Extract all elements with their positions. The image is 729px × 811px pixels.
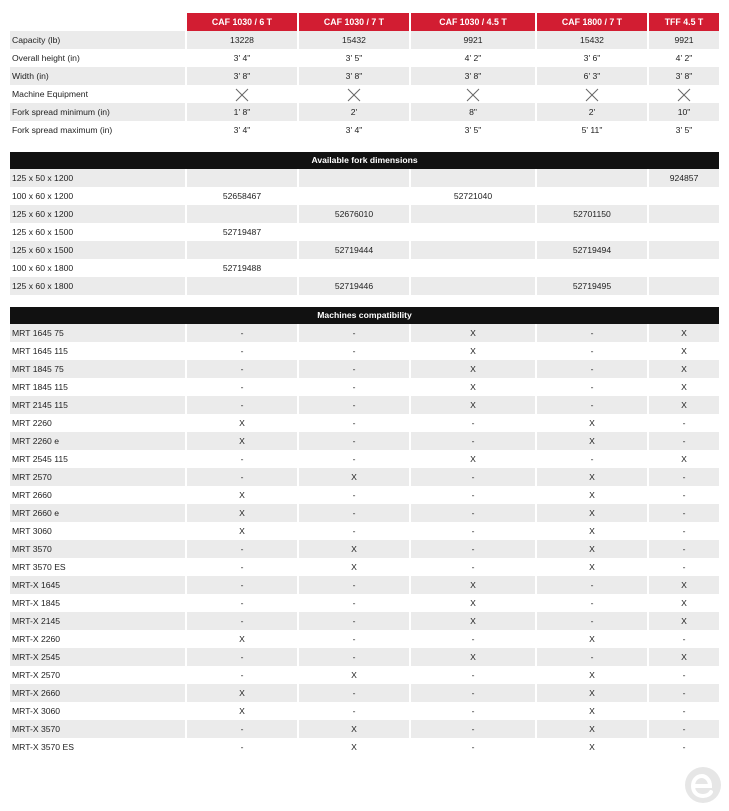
table-cell: 52719494: [535, 241, 647, 259]
table-cell: -: [409, 738, 535, 756]
table-cell: X: [535, 630, 647, 648]
table-cell: 3' 8": [647, 67, 719, 85]
table-cell: [297, 85, 409, 103]
table-row: [10, 702, 719, 720]
table-cell: X: [535, 684, 647, 702]
table-cell: X: [297, 738, 409, 756]
table-cell: 13228: [185, 31, 297, 49]
table-cell: X: [297, 540, 409, 558]
table-cell: 3' 4": [185, 121, 297, 139]
table-cell: X: [535, 540, 647, 558]
table-cell: -: [535, 594, 647, 612]
table-cell: [647, 241, 719, 259]
table-row: [10, 49, 719, 67]
cross-icon: [585, 88, 599, 102]
table-cell: -: [185, 324, 297, 342]
table-cell: -: [185, 396, 297, 414]
table-cell: X: [185, 432, 297, 450]
table-cell: X: [647, 576, 719, 594]
table-cell: X: [185, 504, 297, 522]
table-cell: 52658467: [185, 187, 297, 205]
table-row: [10, 241, 719, 259]
row-label: MRT-X 3570: [10, 720, 185, 738]
row-label: MRT-X 3570 ES: [12, 742, 74, 752]
table-row: [10, 486, 719, 504]
table-row: [10, 378, 719, 396]
table-cell: X: [535, 666, 647, 684]
table-row: [10, 169, 719, 187]
table-cell: X: [409, 396, 535, 414]
row-label: Capacity (lb): [10, 31, 185, 49]
table-cell: -: [185, 612, 297, 630]
table-cell: X: [535, 486, 647, 504]
row-label: 125 x 60 x 1500: [10, 241, 185, 259]
table-cell: 3' 5": [297, 49, 409, 67]
row-label: MRT-X 3060: [12, 706, 61, 716]
column-header: CAF 1030 / 4.5 T: [409, 13, 535, 31]
table-row: [10, 738, 719, 756]
table-cell: [185, 169, 297, 187]
row-label: Machine Equipment: [12, 89, 88, 99]
column-header: TFF 4.5 T: [647, 13, 719, 31]
table-row: [10, 666, 719, 684]
table-cell: X: [647, 594, 719, 612]
row-label: MRT 3570: [10, 540, 185, 558]
table-cell: [409, 205, 535, 223]
table-cell: -: [647, 414, 719, 432]
section-header-row: [10, 307, 719, 324]
table-cell: 9921: [409, 31, 535, 49]
table-cell: X: [647, 342, 719, 360]
table-cell: -: [409, 684, 535, 702]
table-cell: -: [297, 648, 409, 666]
table-cell: 5' 11": [535, 121, 647, 139]
column-header: CAF 1800 / 7 T: [535, 13, 647, 31]
table-cell: -: [297, 324, 409, 342]
table-cell: X: [185, 702, 297, 720]
table-cell: X: [185, 414, 297, 432]
row-label: MRT 2145 115: [10, 396, 185, 414]
row-label: MRT 1645 75: [10, 324, 185, 342]
table-cell: [647, 277, 719, 295]
row-label: MRT 2545 115: [12, 454, 68, 464]
table-cell: 9921: [647, 31, 719, 49]
table-cell: X: [535, 522, 647, 540]
table-cell: X: [185, 522, 297, 540]
table-cell: -: [185, 378, 297, 396]
cross-icon: [235, 88, 249, 102]
table-cell: 52721040: [409, 187, 535, 205]
table-row: [10, 414, 719, 432]
table-cell: -: [409, 522, 535, 540]
table-cell: 3' 4": [297, 121, 409, 139]
section-header-row: [10, 152, 719, 169]
table-cell: [647, 259, 719, 277]
row-label: 100 x 60 x 1200: [12, 191, 74, 201]
table-cell: -: [409, 486, 535, 504]
table-row: [10, 342, 719, 360]
table-cell: -: [647, 504, 719, 522]
table-cell: [297, 259, 409, 277]
table-cell: -: [535, 576, 647, 594]
row-label: MRT-X 2545: [10, 648, 185, 666]
table-row: [10, 684, 719, 702]
table-cell: 10": [647, 103, 719, 121]
table-cell: X: [647, 612, 719, 630]
table-row: [10, 612, 719, 630]
table-cell: 52719488: [185, 259, 297, 277]
table-cell: 6' 3": [535, 67, 647, 85]
table-cell: [535, 187, 647, 205]
table-row: [10, 360, 719, 378]
table-row: [10, 103, 719, 121]
row-label: MRT 2260: [12, 418, 52, 428]
row-label: MRT 2660 e: [10, 504, 185, 522]
table-cell: -: [535, 396, 647, 414]
table-cell: [535, 169, 647, 187]
column-header: CAF 1030 / 6 T: [185, 13, 297, 31]
table-cell: -: [409, 414, 535, 432]
table-cell: X: [185, 630, 297, 648]
table-cell: X: [409, 450, 535, 468]
table-cell: -: [409, 540, 535, 558]
machines-compatibility-table: [10, 307, 719, 756]
column-header-row: [10, 13, 719, 31]
table-row: [10, 450, 719, 468]
row-label: MRT 2570: [10, 468, 185, 486]
table-cell: -: [535, 342, 647, 360]
row-label: 125 x 60 x 1500: [12, 227, 74, 237]
column-header: CAF 1030 / 7 T: [297, 13, 409, 31]
table-cell: -: [409, 504, 535, 522]
table-cell: [647, 85, 719, 103]
row-label: MRT 2260 e: [10, 432, 185, 450]
table-row: [10, 205, 719, 223]
table-cell: -: [185, 342, 297, 360]
table-row: [10, 31, 719, 49]
table-cell: -: [647, 522, 719, 540]
table-cell: [647, 223, 719, 241]
table-row: [10, 630, 719, 648]
table-cell: [409, 241, 535, 259]
row-label: MRT 3060: [12, 526, 52, 536]
table-row: [10, 277, 719, 295]
table-cell: -: [535, 324, 647, 342]
table-cell: -: [297, 450, 409, 468]
table-row: [10, 468, 719, 486]
row-label: MRT-X 2145: [10, 612, 185, 630]
table-cell: [185, 277, 297, 295]
header-corner: [10, 13, 185, 31]
table-cell: [409, 85, 535, 103]
table-cell: [535, 259, 647, 277]
table-cell: 924857: [647, 169, 719, 187]
table-cell: [647, 187, 719, 205]
row-label: MRT 2660: [12, 490, 52, 500]
table-cell: -: [535, 360, 647, 378]
row-label: 125 x 50 x 1200: [10, 169, 185, 187]
table-cell: 3' 8": [185, 67, 297, 85]
table-cell: X: [535, 558, 647, 576]
table-cell: -: [185, 540, 297, 558]
table-cell: -: [297, 522, 409, 540]
table-cell: X: [409, 378, 535, 396]
row-label: MRT-X 2570: [12, 670, 61, 680]
table-cell: -: [647, 720, 719, 738]
table-row: [10, 558, 719, 576]
table-row: [10, 121, 719, 139]
table-cell: -: [647, 486, 719, 504]
table-cell: -: [535, 612, 647, 630]
cross-icon: [677, 88, 691, 102]
table-cell: 2': [535, 103, 647, 121]
table-cell: 52719487: [185, 223, 297, 241]
e-logo-icon: [683, 765, 723, 805]
table-cell: X: [185, 684, 297, 702]
table-cell: 2': [297, 103, 409, 121]
row-label: MRT-X 2660: [10, 684, 185, 702]
table-cell: -: [297, 396, 409, 414]
table-cell: -: [297, 684, 409, 702]
row-label: MRT 1845 75: [10, 360, 185, 378]
table-row: [10, 67, 719, 85]
table-cell: X: [297, 558, 409, 576]
table-cell: -: [185, 666, 297, 684]
row-label: 125 x 60 x 1800: [10, 277, 185, 295]
table-cell: -: [297, 342, 409, 360]
table-cell: 4' 2": [647, 49, 719, 67]
row-label: MRT-X 1845: [12, 598, 61, 608]
table-row: [10, 432, 719, 450]
table-cell: [297, 223, 409, 241]
table-row: [10, 540, 719, 558]
table-row: [10, 576, 719, 594]
table-cell: -: [297, 612, 409, 630]
cross-icon: [466, 88, 480, 102]
fork-dimensions-table: [10, 152, 719, 295]
table-cell: -: [409, 666, 535, 684]
table-cell: X: [409, 648, 535, 666]
table-cell: -: [409, 558, 535, 576]
row-label: Fork spread maximum (in): [12, 125, 113, 135]
table-cell: -: [297, 414, 409, 432]
table-cell: X: [297, 468, 409, 486]
table-cell: X: [297, 720, 409, 738]
table-cell: X: [535, 414, 647, 432]
table-cell: X: [647, 450, 719, 468]
table-cell: 52719495: [535, 277, 647, 295]
table-cell: X: [409, 612, 535, 630]
section-title: Available fork dimensions: [10, 152, 719, 169]
table-row: [10, 504, 719, 522]
table-cell: 3' 8": [409, 67, 535, 85]
table-cell: -: [409, 630, 535, 648]
table-cell: -: [185, 450, 297, 468]
table-cell: X: [535, 738, 647, 756]
table-cell: X: [185, 486, 297, 504]
table-cell: -: [647, 684, 719, 702]
table-cell: X: [647, 360, 719, 378]
table-row: [10, 594, 719, 612]
table-row: [10, 324, 719, 342]
table-cell: -: [647, 630, 719, 648]
row-label: 100 x 60 x 1800: [12, 263, 74, 273]
table-cell: -: [647, 468, 719, 486]
table-cell: -: [409, 468, 535, 486]
table-cell: -: [297, 432, 409, 450]
table-row: [10, 522, 719, 540]
table-cell: X: [409, 360, 535, 378]
table-cell: [297, 187, 409, 205]
cross-icon: [347, 88, 361, 102]
table-cell: -: [409, 720, 535, 738]
table-cell: -: [185, 558, 297, 576]
table-cell: -: [185, 576, 297, 594]
section-title: Machines compatibility: [10, 307, 719, 324]
table-cell: -: [647, 540, 719, 558]
row-label: 125 x 60 x 1200: [10, 205, 185, 223]
table-cell: 52719444: [297, 241, 409, 259]
table-cell: 1' 8": [185, 103, 297, 121]
table-cell: 52719446: [297, 277, 409, 295]
row-label: MRT 1645 115: [12, 346, 68, 356]
table-cell: 4' 2": [409, 49, 535, 67]
row-label: Width (in): [10, 67, 185, 85]
table-row: [10, 223, 719, 241]
table-cell: [297, 169, 409, 187]
table-cell: X: [535, 702, 647, 720]
table-cell: 52676010: [297, 205, 409, 223]
table-cell: -: [297, 360, 409, 378]
table-cell: X: [409, 576, 535, 594]
table-cell: X: [409, 342, 535, 360]
table-cell: 52701150: [535, 205, 647, 223]
table-cell: -: [535, 450, 647, 468]
table-cell: [535, 85, 647, 103]
table-row: [10, 720, 719, 738]
table-cell: X: [647, 324, 719, 342]
table-cell: X: [409, 594, 535, 612]
specifications-table: [10, 13, 719, 139]
table-cell: 3' 8": [297, 67, 409, 85]
row-label: MRT 1845 115: [12, 382, 68, 392]
table-cell: [409, 223, 535, 241]
table-row: [10, 85, 719, 103]
table-cell: -: [647, 432, 719, 450]
table-row: [10, 187, 719, 205]
table-cell: X: [409, 324, 535, 342]
table-cell: X: [647, 648, 719, 666]
table-row: [10, 396, 719, 414]
table-cell: X: [535, 720, 647, 738]
table-cell: -: [297, 702, 409, 720]
table-cell: [409, 169, 535, 187]
table-cell: -: [185, 720, 297, 738]
table-row: [10, 648, 719, 666]
table-cell: -: [647, 702, 719, 720]
table-cell: -: [409, 432, 535, 450]
table-cell: [647, 205, 719, 223]
table-cell: X: [647, 378, 719, 396]
table-cell: [185, 85, 297, 103]
table-cell: -: [185, 648, 297, 666]
table-cell: -: [535, 648, 647, 666]
table-cell: -: [297, 576, 409, 594]
table-cell: -: [297, 504, 409, 522]
row-label: MRT 3570 ES: [12, 562, 66, 572]
row-label: Fork spread minimum (in): [10, 103, 185, 121]
table-cell: [185, 205, 297, 223]
row-label: Overall height (in): [12, 53, 80, 63]
table-cell: [535, 223, 647, 241]
table-cell: X: [535, 432, 647, 450]
table-cell: X: [647, 396, 719, 414]
table-cell: -: [185, 468, 297, 486]
table-cell: 8": [409, 103, 535, 121]
table-cell: 3' 5": [409, 121, 535, 139]
table-cell: -: [409, 702, 535, 720]
table-cell: [409, 277, 535, 295]
table-cell: 3' 5": [647, 121, 719, 139]
table-cell: X: [297, 666, 409, 684]
table-cell: -: [647, 558, 719, 576]
table-cell: -: [185, 738, 297, 756]
table-cell: [185, 241, 297, 259]
table-cell: -: [647, 738, 719, 756]
table-cell: 3' 6": [535, 49, 647, 67]
table-cell: -: [535, 378, 647, 396]
table-row: [10, 259, 719, 277]
table-cell: 3' 4": [185, 49, 297, 67]
row-label: MRT-X 1645: [10, 576, 185, 594]
table-cell: X: [535, 504, 647, 522]
row-label: MRT-X 2260: [12, 634, 61, 644]
table-cell: -: [185, 360, 297, 378]
table-cell: -: [647, 666, 719, 684]
table-cell: [409, 259, 535, 277]
table-cell: X: [535, 468, 647, 486]
table-cell: -: [297, 630, 409, 648]
table-cell: 15432: [535, 31, 647, 49]
table-cell: -: [297, 594, 409, 612]
table-cell: -: [297, 486, 409, 504]
table-cell: -: [185, 594, 297, 612]
table-cell: -: [297, 378, 409, 396]
table-cell: 15432: [297, 31, 409, 49]
